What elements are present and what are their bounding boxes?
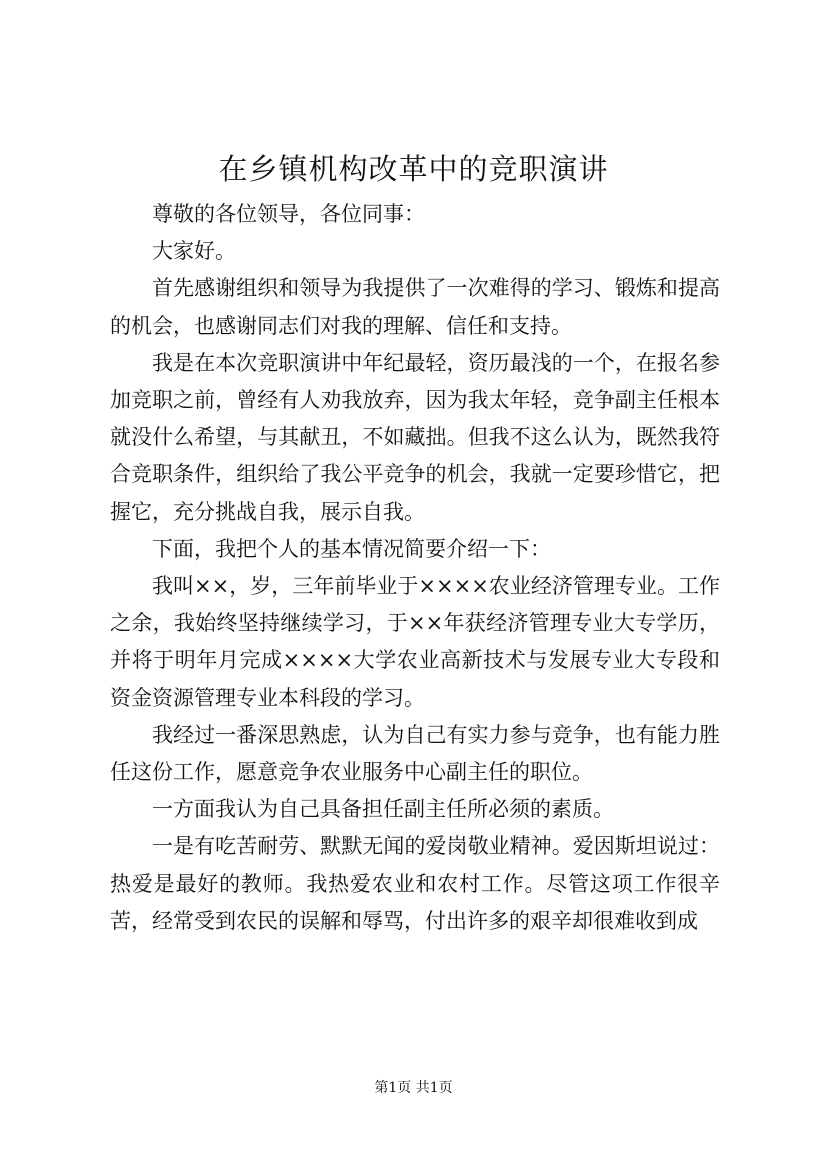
paragraph-motivation: 我是在本次竞职演讲中年纪最轻，资历最浅的一个，在报名参加竞职之前，曾经有人劝我放弃，因为我太年轻，竞争副主任根本就没什么希望，与其献丑，不如藏拙。但我不这么认为，既然我符合竞职条件，组织给了我公平竞争的机会，我就一定要珍惜它，把握它，充分挑战自我，展示自我。 [110, 350, 720, 524]
paragraph-greeting: 大家好。 [152, 239, 236, 264]
paragraph-thanks: 首先感谢组织和领导为我提供了一次难得的学习、锻炼和提高的机会，也感谢同志们对我的理解、信任和支持。 [110, 276, 720, 338]
paragraph-salutation: 尊敬的各位领导，各位同事： [152, 202, 425, 226]
paragraph-dedication: 一是有吃苦耐劳、默默无闻的爱岗敬业精神。爱因斯坦说过：热爱是最好的教师。我热爱农业和农村工作。尽管这项工作很辛苦，经常受到农民的误解和辱骂，付出许多的艰辛却很难收到成 [110, 834, 720, 933]
paragraph-intro: 下面，我把个人的基本情况简要介绍一下： [152, 536, 551, 561]
document-title: 在乡镇机构改革中的竞职演讲 [218, 152, 609, 186]
paragraph-decision: 我经过一番深思熟虑，认为自己有实力参与竞争，也有能力胜任这份工作，愿意竞争农业服务中心副主任的职位。 [110, 722, 720, 785]
paragraph-qualities: 一方面我认为自己具备担任副主任所必须的素质。 [152, 797, 614, 822]
page-footer: 第1页 共1页 [374, 1080, 453, 1096]
paragraph-background: 我叫××，岁，三年前毕业于××××农业经济管理专业。工作之余，我始终坚持继续学习，于××年获经济管理专业大专学历，并将于明年月完成××××大学农业高新技术与发展专业大专段和资金资源管理专业本科段的学习。 [110, 574, 720, 710]
document-body [110, 196, 720, 940]
